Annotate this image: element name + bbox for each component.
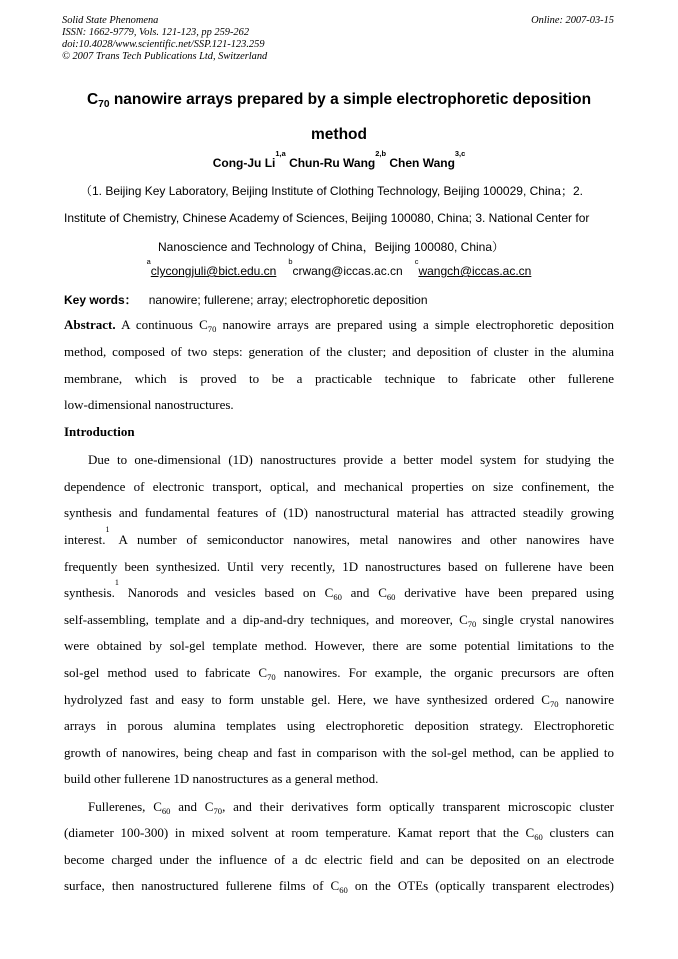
citation-marker: 1 [105,524,110,534]
text-run: Nanorods and vesicles based on C [118,585,334,600]
doi-line: doi:10.4028/www.scientific.net/SSP.121-123.259 [62,39,265,50]
subscript: 70 [267,671,276,682]
author-name: Chun-Ru Wang [289,156,376,170]
subscript: 60 [333,591,342,602]
title-c: C [86,91,99,108]
text-run: interest. [64,532,106,547]
author-affil: 3,c [454,148,466,158]
author-name: Chen Wang [389,156,455,170]
author-affil: 1,a [275,148,286,158]
keywords-text: nanowire; fullerene; array; electrophoretic deposition [148,293,428,307]
text-run: hydrolyzed fast and easy to form unstable gel. Here, we have synthesized ordered C [64,692,550,707]
online-date: Online: 2007-03-15 [531,15,614,26]
text-run: self-assembling, template and a dip-and-dry techniques, and moreover, C [64,612,468,627]
keywords [64,291,428,308]
subscript: 60 [161,805,171,816]
body-line [88,799,614,815]
title-subscript: 70 [98,99,110,111]
text-run: sol-gel method used to fabricate C [64,665,268,680]
text-run: nanowires. For example, the organic precursors are often [275,665,614,680]
affiliation-line: Nanoscience and Technology of China，Beijing 100080, China） [158,240,505,254]
text-run: , and their derivatives form optically transparent microscopic cluster [222,799,614,814]
email-marker: a [146,256,151,266]
body-line: were obtained by sol-gel template method. However, there are some potential limitations to the [64,638,614,653]
text-run: clusters can [542,825,614,840]
affiliation-line: Institute of Chemistry, Chinese Academy of Sciences, Beijing 100080, China; 3. National Center for [64,211,590,225]
body-line: synthesis and fundamental features of (1D) nanostructural material has attracted steadily growing [64,505,614,520]
introduction-heading: Introduction [64,424,135,439]
text-run: A number of semiconductor nanowires, metal nanowires and other nanowires have [109,532,614,547]
body-line: become charged under the influence of a dc electric field and can be deposited on an electrode [64,852,614,867]
affiliation-line: （1. Beijing Key Laboratory, Beijing Institute of Clothing Technology, Beijing 100029, China；2. [80,184,583,198]
issn-line: ISSN: 1662-9779, Vols. 121-123, pp 259-262 [62,27,250,38]
email-list [50,256,628,278]
subscript: 60 [534,831,543,842]
citation-marker: 1 [114,577,119,587]
text-run: and C [341,585,387,600]
abstract-line: method, composed of two steps: generation of the cluster; and deposition of cluster in the alumina [64,344,614,359]
body-line [64,524,614,548]
section-heading [64,424,614,440]
body-line: dependence of electronic transport, optical, and mechanical properties on size confinement, the [64,479,614,494]
email-link[interactable]: clycongjuli@bict.edu.cn [150,264,277,278]
text-run: and C [170,799,214,814]
text-run: (diameter 100-300) in mixed solvent at room temperature. Kamat report that the C [64,825,535,840]
title-line-1 [50,91,628,109]
body-line: arrays in porous alumina templates using electrophoretic deposition strategy. Electrophoretic [64,718,614,733]
keywords-label: Key words： [64,293,137,307]
running-header [62,15,614,63]
subscript: 70 [213,805,223,816]
text-run: nanowire arrays are prepared using a simple electrophoretic deposition [216,317,614,332]
author-affil: 2,b [375,148,387,158]
body-line [64,878,614,894]
text-run: Fullerenes, C [88,799,162,814]
text-run: single crystal nanowires [476,612,614,627]
body-line: build other fullerene 1D nanostructures as a general method. [64,771,379,786]
body-line [64,692,614,708]
text-run: on the OTEs (optically transparent electrodes) [347,878,614,893]
body-line [64,825,614,841]
body-line: Due to one-dimensional (1D) nanostructures provide a better model system for studying the [88,452,614,467]
body-line: frequently been synthesized. Until very recently, 1D nanostructures based on fullerene have been [64,559,614,574]
body-line [64,612,614,628]
subscript: 60 [386,591,396,602]
text-run: surface, then nanostructured fullerene films of C [64,878,340,893]
body-line: growth of nanowires, being cheap and fast in comparison with the sol-gel method, can be applied to [64,745,614,760]
email-marker: b [288,256,293,266]
copyright-line: © 2007 Trans Tech Publications Ltd, Switzerland [62,51,268,62]
subscript: 70 [549,698,559,709]
body-line [64,577,614,602]
text-run: nanowire [558,692,614,707]
abstract-label: Abstract. [64,317,116,332]
author-name: Cong-Ju Li [212,156,276,170]
text-run: A continuous C [115,317,208,332]
email-link[interactable]: wangch@iccas.ac.cn [418,264,532,278]
title-rest: nanowire arrays prepared by a simple electrophoretic deposition [109,91,592,108]
subscript: 70 [207,323,217,334]
abstract-line: membrane, which is proved to be a practicable technique to fabricate other fullerene [64,371,614,386]
text-run: derivative have been prepared using [395,585,614,600]
email-marker: c [414,256,419,266]
subscript: 70 [467,618,477,629]
subscript: 60 [339,884,348,895]
journal-name: Solid State Phenomena [62,15,159,26]
abstract-line: low-dimensional nanostructures. [64,397,234,412]
text-run: synthesis. [64,585,115,600]
body-line [64,665,614,681]
email-text[interactable]: crwang@iccas.ac.cn [292,264,403,278]
abstract-line [64,317,614,333]
author-list [50,148,628,170]
title-line-2: method [311,126,367,143]
